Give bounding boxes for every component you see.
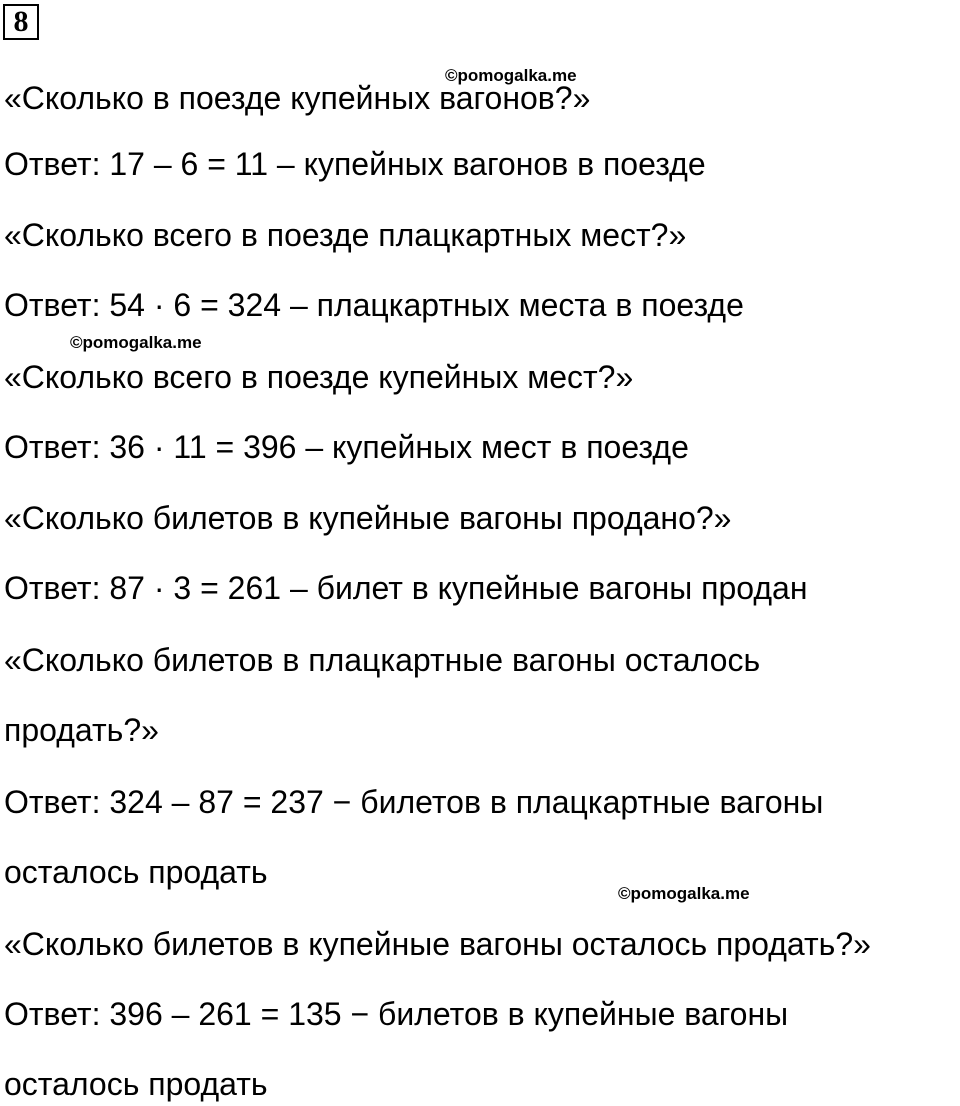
watermark-2: ©pomogalka.me (70, 333, 202, 352)
question-line-2: «Сколько всего в поезде плацкартных мест?» (4, 217, 687, 253)
answer-line-5a: Ответ: 324 – 87 = 237 − билетов в плацкартные вагоны (4, 784, 824, 820)
answer-line-4: Ответ: 87 · 3 = 261 – билет в купейные вагоны продан (4, 570, 808, 606)
answer-line-6b: осталось продать (4, 1066, 268, 1102)
question-line-6: «Сколько билетов в купейные вагоны осталось продать?» (4, 926, 871, 962)
question-line-5b: продать?» (4, 712, 159, 748)
watermark-3: ©pomogalka.me (618, 884, 750, 903)
answer-line-1: Ответ: 17 – 6 = 11 – купейных вагонов в поезде (4, 146, 706, 182)
answer-line-5b: осталось продать (4, 854, 268, 890)
question-line-5a: «Сколько билетов в плацкартные вагоны осталось (4, 642, 761, 678)
answer-line-6a: Ответ: 396 – 261 = 135 − билетов в купейные вагоны (4, 996, 789, 1032)
question-line-4: «Сколько билетов в купейные вагоны продано?» (4, 500, 732, 536)
answer-line-3: Ответ: 36 · 11 = 396 – купейных мест в поезде (4, 429, 689, 465)
question-line-1: «Сколько в поезде купейных вагонов?» (4, 80, 591, 116)
task-number-box: 8 (3, 4, 39, 40)
answer-line-2: Ответ: 54 · 6 = 324 – плацкартных места в поезде (4, 287, 744, 323)
watermark-1: ©pomogalka.me (445, 66, 577, 85)
question-line-3: «Сколько всего в поезде купейных мест?» (4, 359, 634, 395)
